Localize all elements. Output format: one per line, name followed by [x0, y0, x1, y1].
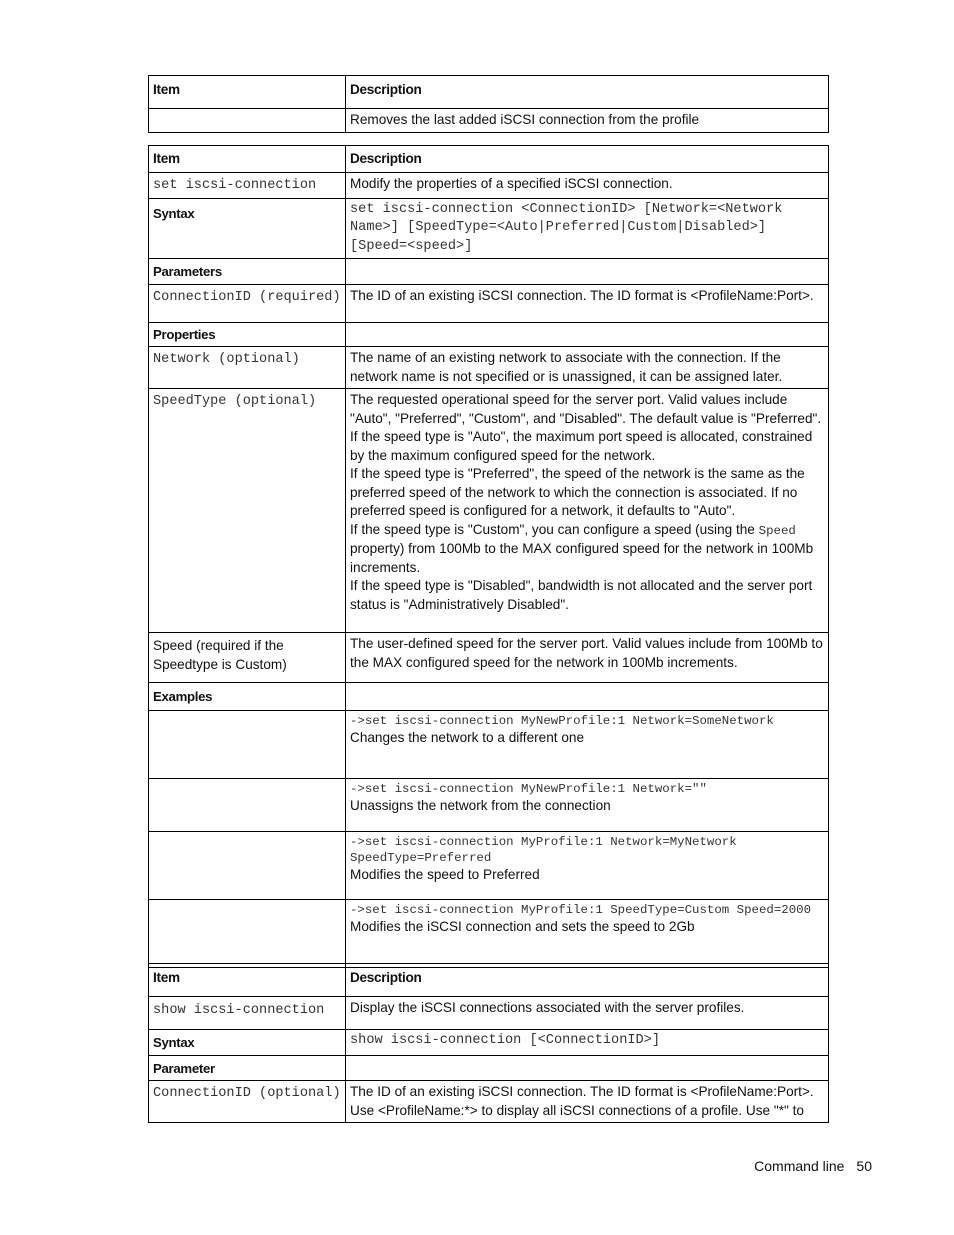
param-connection-id: ConnectionID (optional) [149, 1081, 346, 1123]
speedtype-paragraph-4 [350, 521, 824, 578]
set-iscsi-connection-table [148, 145, 829, 968]
example-text: Changes the network to a different one [350, 730, 585, 745]
empty-cell [149, 711, 346, 779]
header-description: Description [346, 964, 829, 997]
example-text: Unassigns the network from the connection [350, 798, 611, 813]
command-description: Display the iSCSI connections associated with the server profiles. [346, 997, 829, 1030]
syntax-label: Syntax [149, 198, 346, 259]
example-command: ->set iscsi-connection MyNewProfile:1 Network=SomeNetwork [350, 714, 774, 728]
empty-cell [346, 683, 829, 711]
prop-speed: Speed (required if the Speedtype is Custom) [149, 633, 346, 683]
properties-label: Properties [149, 322, 346, 347]
page-number: 50 [856, 1158, 872, 1174]
example-2 [346, 779, 829, 832]
prop-speed-description: The user-defined speed for the server port. Valid values include from 100Mb to the MAX configured speed for the network in 100Mb increments. [346, 633, 829, 683]
page-footer [700, 1158, 872, 1174]
empty-cell [346, 322, 829, 347]
param-connection-id-description: The ID of an existing iSCSI connection. The ID format is <ProfileName:Port>. [346, 284, 829, 322]
syntax-label: Syntax [149, 1030, 346, 1056]
prop-network-description: The name of an existing network to associate with the connection. If the network name is not specified or is unassigned, it can be assigned later. [346, 347, 829, 389]
speedtype-p4-before: If the speed type is "Custom", you can configure a speed (using the [350, 521, 759, 537]
parameter-label: Parameter [149, 1055, 346, 1081]
empty-cell [149, 900, 346, 968]
example-command: ->set iscsi-connection MyProfile:1 SpeedType=Custom Speed=2000 [350, 903, 812, 917]
speedtype-paragraph-3: If the speed type is "Preferred", the speed of the network is the same as the preferred speed of the network to which the connection is associated. If no preferred speed is configured for a network, it defaults to "Auto". [350, 466, 805, 518]
syntax-value: set iscsi-connection <ConnectionID> [Network=<Network Name>] [SpeedType=<Auto|Preferred|Custom|Disabled>] [Speed=<speed>] [346, 198, 829, 259]
prop-speedtype: SpeedType (optional) [149, 389, 346, 633]
speedtype-paragraph-5: If the speed type is "Disabled", bandwidth is not allocated and the server port status is "Administratively Disabled". [350, 578, 813, 612]
param-connection-id-description: The ID of an existing iSCSI connection. The ID format is <ProfileName:Port>. Use <ProfileName:*> to display all iSCSI connections of a profile. Use "*" to [346, 1081, 829, 1123]
speedtype-p4-after: property) from 100Mb to the MAX configured speed for the network in 100Mb increments. [350, 541, 814, 575]
prop-speedtype-description [346, 389, 829, 633]
command-name: show iscsi-connection [149, 997, 346, 1030]
parameters-label: Parameters [149, 259, 346, 285]
header-item: Item [149, 964, 346, 997]
header-item: Item [149, 146, 346, 173]
empty-cell [346, 1055, 829, 1081]
empty-cell [346, 259, 829, 285]
row-item [149, 109, 346, 133]
example-command: ->set iscsi-connection MyNewProfile:1 Network="" [350, 782, 707, 796]
row-description: Removes the last added iSCSI connection from the profile [346, 109, 829, 133]
syntax-value: show iscsi-connection [<ConnectionID>] [346, 1030, 829, 1056]
speedtype-paragraph-1: The requested operational speed for the server port. Valid values include "Auto", "Preferred", "Custom", and "Disabled". The default value is "Preferred". [350, 392, 822, 426]
header-item: Item [149, 76, 346, 109]
footer-section: Command line [754, 1158, 845, 1174]
show-iscsi-connection-table [148, 963, 829, 1123]
speedtype-p4-code: Speed [758, 523, 796, 538]
header-description: Description [346, 146, 829, 173]
empty-cell [149, 779, 346, 832]
example-text: Modifies the speed to Preferred [350, 867, 540, 882]
example-4 [346, 900, 829, 968]
example-1 [346, 711, 829, 779]
example-text: Modifies the iSCSI connection and sets the speed to 2Gb [350, 919, 695, 934]
example-command: ->set iscsi-connection MyProfile:1 Network=MyNetwork SpeedType=Preferred [350, 835, 737, 865]
speedtype-paragraph-2: If the speed type is "Auto", the maximum port speed is allocated, constrained by the maximum configured speed for the network. [350, 429, 813, 463]
command-description: Modify the properties of a specified iSCSI connection. [346, 173, 829, 199]
prop-network: Network (optional) [149, 347, 346, 389]
header-description: Description [346, 76, 829, 109]
param-connection-id: ConnectionID (required) [149, 284, 346, 322]
command-name: set iscsi-connection [149, 173, 346, 199]
empty-cell [149, 832, 346, 900]
remove-connection-table [148, 75, 829, 133]
examples-label: Examples [149, 683, 346, 711]
example-3 [346, 832, 829, 900]
